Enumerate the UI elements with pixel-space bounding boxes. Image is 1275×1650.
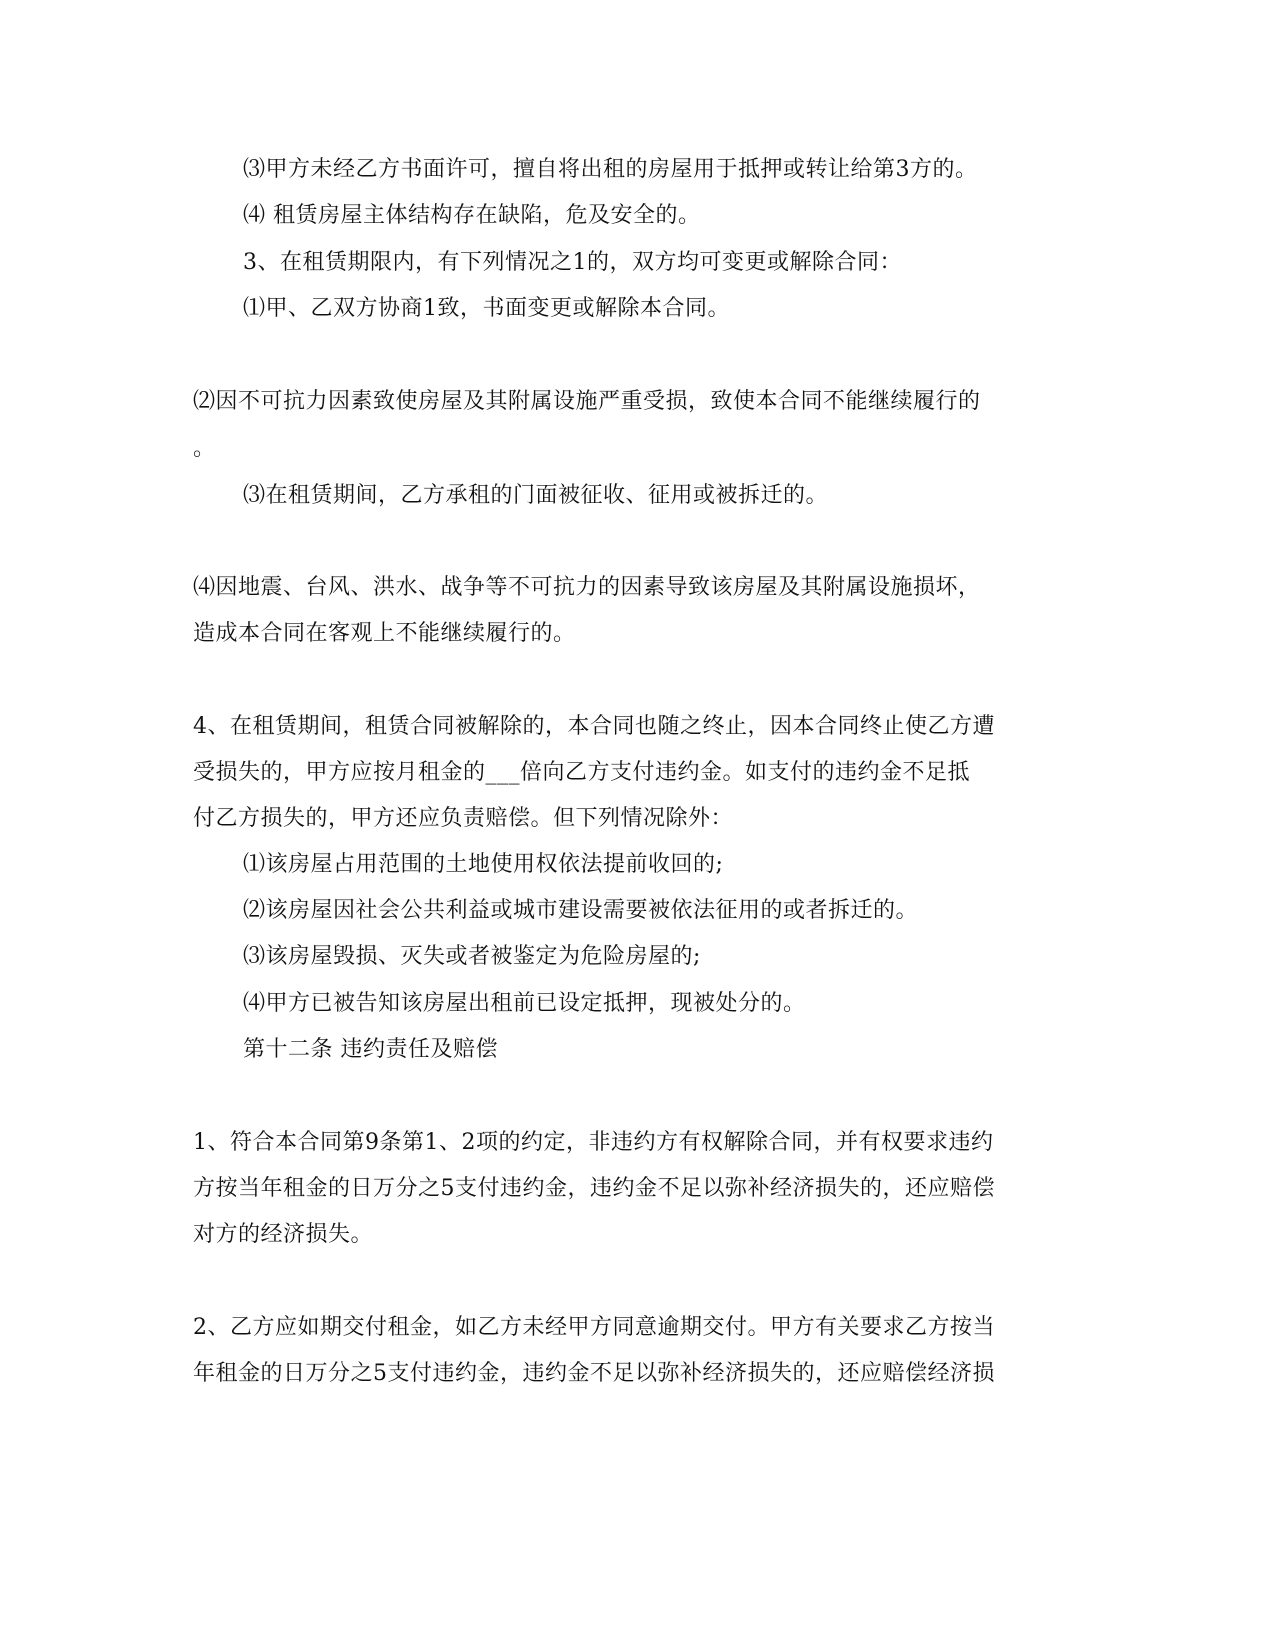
text-line: ⑵该房屋因社会公共利益或城市建设需要被依法征用的或者拆迁的。 — [243, 898, 919, 923]
text-line: 1、符合本合同第9条第1、2项的约定，非违约方有权解除合同，并有权要求违约 — [193, 1130, 994, 1155]
text-line: 4、在租赁期间，租赁合同被解除的，本合同也随之终止，因本合同终止使乙方遭 — [193, 714, 995, 739]
text-line: ⑷因地震、台风、洪水、战争等不可抗力的因素导致该房屋及其附属设施损坏， — [193, 575, 981, 600]
text-line: 3、在租赁期限内，有下列情况之1的，双方均可变更或解除合同： — [243, 250, 902, 275]
text-line: ⑵因不可抗力因素致使房屋及其附属设施严重受损，致使本合同不能继续履行的 — [193, 389, 981, 414]
text-line: 受损失的，甲方应按月租金的___倍向乙方支付违约金。如支付的违约金不足抵 — [193, 760, 971, 785]
text-line: ⑶该房屋毁损、灭失或者被鉴定为危险房屋的; — [243, 944, 701, 969]
text-line: 2、乙方应如期交付租金，如乙方未经甲方同意逾期交付。甲方有关要求乙方按当 — [193, 1315, 995, 1340]
section-heading: 第十二条 违约责任及赔偿 — [243, 1037, 498, 1062]
text-line: 对方的经济损失。 — [193, 1222, 374, 1247]
text-line: ⑶在租赁期间，乙方承租的门面被征收、征用或被拆迁的。 — [243, 483, 829, 508]
text-line: 。 — [193, 436, 216, 461]
text-line: 付乙方损失的，甲方还应负责赔偿。但下列情况除外： — [193, 806, 734, 831]
text-line: 年租金的日万分之5支付违约金，违约金不足以弥补经济损失的，还应赔偿经济损 — [193, 1361, 995, 1386]
text-line: ⑶甲方未经乙方书面许可，擅自将出租的房屋用于抵押或转让给第3方的。 — [243, 157, 978, 182]
text-line: 方按当年租金的日万分之5支付违约金，违约金不足以弥补经济损失的，还应赔偿 — [193, 1176, 995, 1201]
text-line: ⑷甲方已被告知该房屋出租前已设定抵押，现被处分的。 — [243, 991, 806, 1016]
text-line: ⑷ 租赁房屋主体结构存在缺陷，危及安全的。 — [243, 203, 701, 228]
text-line: ⑴该房屋占用范围的土地使用权依法提前收回的; — [243, 852, 724, 877]
text-line: ⑴甲、乙双方协商1致，书面变更或解除本合同。 — [243, 296, 730, 321]
text-line: 造成本合同在客观上不能继续履行的。 — [193, 621, 576, 646]
